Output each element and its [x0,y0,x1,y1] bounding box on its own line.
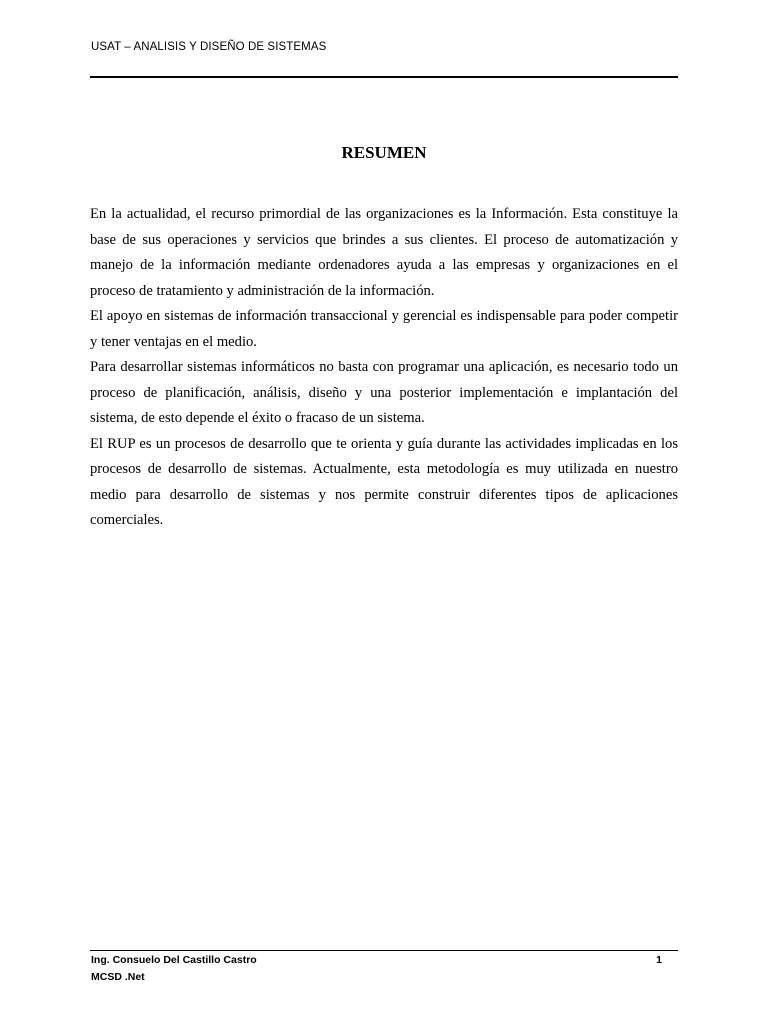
body-paragraph: Para desarrollar sistemas informáticos no basta con programar una aplicación, es necesario todo un proceso de planificación, análisis, diseño y una posterior implementación e implantación del sistema, de esto depende el éxito o fracaso de un sistema. [90,359,678,426]
document-body [90,202,678,534]
footer-divider [90,950,678,951]
page-header: USAT – ANALISIS Y DISEÑO DE SISTEMAS [91,41,327,53]
header-divider [90,76,678,78]
page-number: 1 [656,954,662,966]
footer-author [91,952,257,986]
document-title: RESUMEN [341,143,427,162]
body-paragraph: El RUP es un procesos de desarrollo que te orienta y guía durante las actividades implicadas en los procesos de desarrollo de sistemas. Actualmente, esta metodología es muy utilizada en nuestro medio para desarrollo de sistemas y nos permite construir diferentes tipos de aplicaciones comerciales. [90,435,678,528]
footer-author-name: Ing. Consuelo Del Castillo Castro [91,954,257,966]
footer-author-credential: MCSD .Net [91,971,145,983]
body-paragraph: El apoyo en sistemas de información transaccional y gerencial es indispensable para poder competir y tener ventajas en el medio. [90,308,678,350]
body-paragraph: En la actualidad, el recurso primordial de las organizaciones es la Información. Esta constituye la base de sus operaciones y servicios que brindes a sus clientes. El proceso de automatización y manejo de la información mediante ordenadores ayuda a las empresas y organizaciones en el proceso de tratamiento y administración de la información. [90,206,678,299]
